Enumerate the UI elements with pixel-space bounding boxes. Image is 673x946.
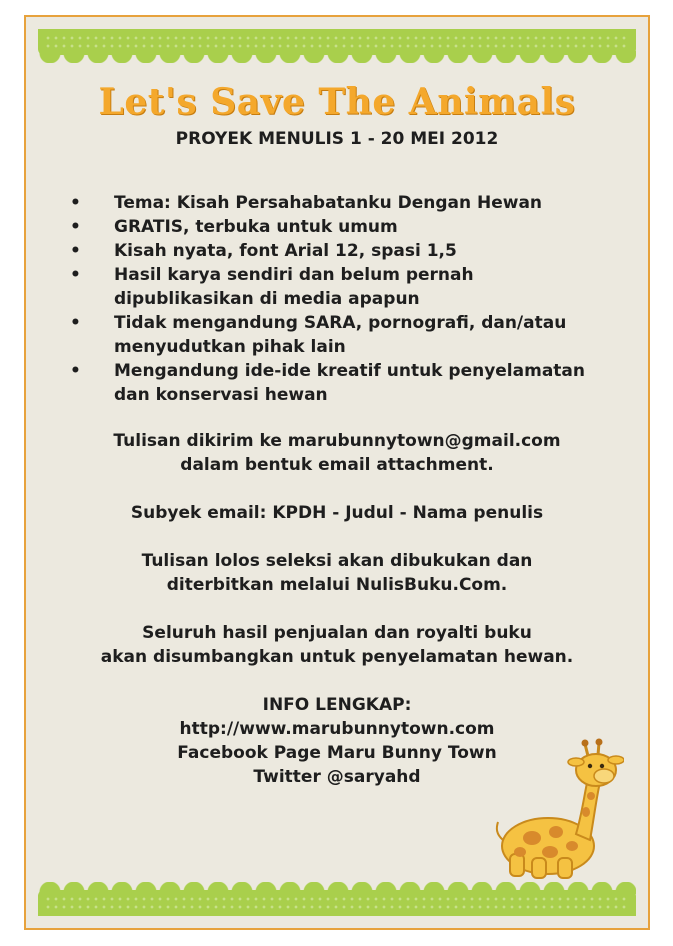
top-green-border — [38, 29, 636, 55]
info-website: http://www.marubunnytown.com — [179, 719, 495, 739]
list-item: • Kisah nyata, font Arial 12, spasi 1,5 — [66, 239, 586, 263]
selection-line-1: Tulisan lolos seleksi akan dibukukan dan — [141, 551, 533, 571]
requirements-list — [66, 191, 586, 407]
list-item: • Tema: Kisah Persahabatanku Dengan Hewan — [66, 191, 586, 215]
list-item: • Tidak mengandung SARA, pornografi, dan/atau menyudutkan pihak lain — [66, 311, 586, 359]
royalty-line-2: akan disumbangkan untuk penyelamatan hewan. — [100, 647, 574, 667]
info-heading: INFO LENGKAP: — [262, 695, 412, 715]
list-item: • Hasil karya sendiri dan belum pernah dipublikasikan di media apapun — [66, 263, 586, 311]
submission-line-1: Tulisan dikirim ke marubunnytown@gmail.com — [113, 431, 561, 451]
info-facebook: Facebook Page Maru Bunny Town — [177, 743, 497, 763]
poster — [24, 15, 650, 930]
list-item: • GRATIS, terbuka untuk umum — [66, 215, 586, 239]
submission-line-2: dalam bentuk email attachment. — [180, 455, 494, 475]
giraffe-illustration — [492, 734, 624, 884]
bottom-green-border — [38, 890, 636, 916]
poster-title: Let's Save The Animals — [98, 81, 576, 123]
poster-subtitle: PROYEK MENULIS 1 - 20 MEI 2012 — [175, 129, 499, 149]
royalty-line-1: Seluruh hasil penjualan dan royalti buku — [142, 623, 532, 643]
info-twitter: Twitter @saryahd — [253, 767, 421, 787]
list-item: • Mengandung ide-ide kreatif untuk penyelamatan dan konservasi hewan — [66, 359, 586, 407]
email-subject: Subyek email: KPDH - Judul - Nama penulis — [130, 503, 544, 523]
selection-line-2: diterbitkan melalui NulisBuku.Com. — [166, 575, 508, 595]
